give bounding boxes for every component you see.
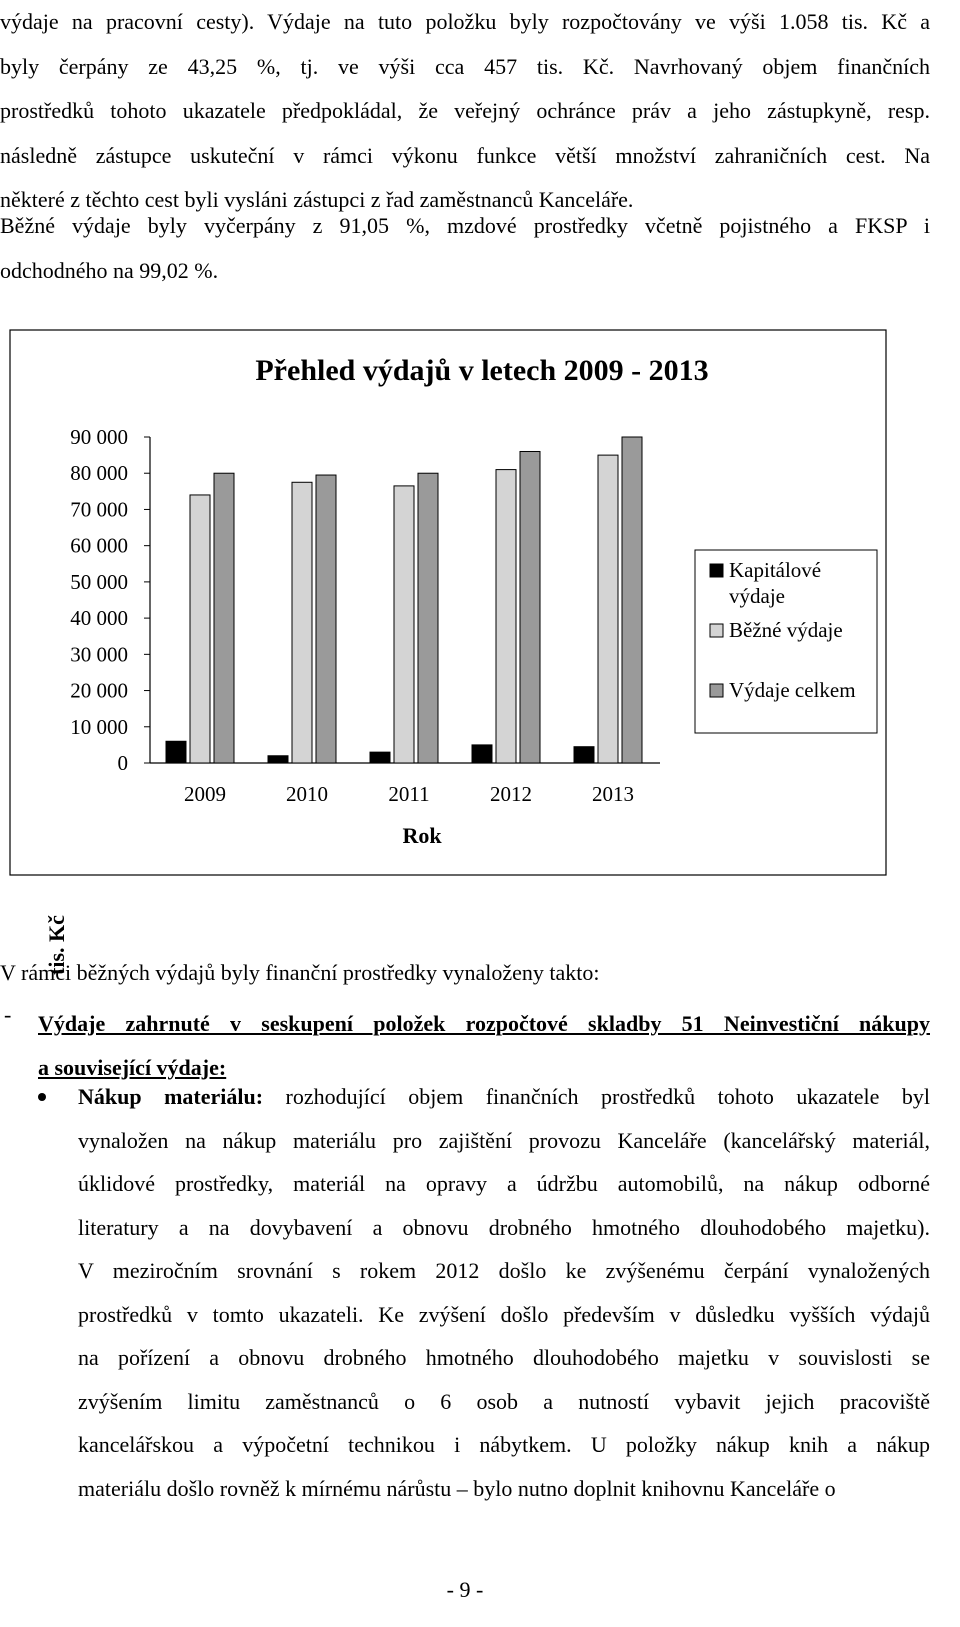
bar bbox=[598, 455, 618, 763]
bar bbox=[622, 437, 642, 763]
text-line: prostředků tohoto ukazatele předpokládal, že veřejný ochránce práv a jeho zástupkyně, resp. bbox=[0, 98, 930, 123]
legend-label: výdaje bbox=[729, 584, 785, 608]
x-tick-label: 2011 bbox=[388, 782, 430, 806]
y-tick-label: 80 000 bbox=[70, 461, 128, 486]
bar bbox=[166, 741, 186, 763]
x-tick-label: 2009 bbox=[184, 782, 226, 806]
text-line: úklidové prostředky, materiál na opravy a údržbu automobilů, na nákup odborné bbox=[78, 1171, 930, 1196]
text-line: materiálu došlo rovněž k mírnému nárůstu – bylo nutno doplnit knihovnu Kanceláře o bbox=[78, 1475, 836, 1501]
text-line: odchodného na 99,02 %. bbox=[0, 257, 219, 283]
legend-swatch bbox=[710, 624, 723, 637]
legend-label: Běžné výdaje bbox=[729, 618, 843, 642]
y-axis-label: tis. Kč bbox=[44, 915, 69, 975]
bullet-body bbox=[78, 1075, 930, 1510]
y-tick-label: 20 000 bbox=[70, 678, 128, 703]
bar bbox=[496, 470, 516, 763]
legend-label: Kapitálové bbox=[729, 558, 822, 582]
bar bbox=[268, 756, 288, 763]
bullet-lead: Nákup materiálu: bbox=[78, 1084, 264, 1109]
y-tick-label: 70 000 bbox=[70, 497, 128, 522]
y-tick-label: 30 000 bbox=[70, 642, 128, 667]
text-line: na pořízení a obnovu drobného hmotného dlouhodobého majetku v souvislosti se bbox=[78, 1345, 930, 1370]
text-line: zvýšením limitu zaměstnanců o 6 osob a nutností vybavit jejich pracoviště bbox=[78, 1388, 930, 1414]
legend-label: Výdaje celkem bbox=[729, 678, 856, 702]
heading-line: Výdaje zahrnuté v seskupení položek rozpočtové skladby 51 Neinvestiční nákupy bbox=[38, 1011, 930, 1036]
text-line: výdaje na pracovní cesty). Výdaje na tuto položku byly rozpočtovány ve výši 1.058 tis. Kč a bbox=[0, 9, 930, 34]
bar bbox=[292, 482, 312, 763]
page-number: - 9 - bbox=[446, 1577, 484, 1602]
text-line: byly čerpány ze 43,25 %, tj. ve výši cca 457 tis. Kč. Navrhovaný objem finančních bbox=[0, 53, 930, 79]
bullet-icon bbox=[38, 1093, 46, 1101]
x-tick-label: 2013 bbox=[592, 782, 634, 806]
bar bbox=[316, 475, 336, 763]
x-axis-label: Rok bbox=[402, 823, 442, 848]
y-tick-label: 0 bbox=[117, 751, 128, 775]
text-line: V meziročním srovnání s rokem 2012 došlo ke zvýšenému čerpání vynaložených bbox=[78, 1258, 930, 1283]
text-line: prostředků v tomto ukazateli. Ke zvýšení došlo především v důsledku vyšších výdajů bbox=[78, 1301, 930, 1327]
bar bbox=[574, 747, 594, 763]
y-tick-label: 50 000 bbox=[70, 569, 128, 594]
text-line: literatury a na dovybavení a obnovu drobného hmotného dlouhodobého majetku). bbox=[78, 1214, 930, 1240]
text-line: některé z těchto cest byli vysláni zástupci z řad zaměstnanců Kanceláře. bbox=[0, 187, 634, 212]
chart-title: Přehled výdajů v letech 2009 - 2013 bbox=[255, 354, 709, 387]
bar bbox=[370, 752, 390, 763]
dash-mark: - bbox=[4, 1002, 12, 1027]
text-line: kancelářskou a výpočetní technikou i nábytkem. U položky nákup knih a nákup bbox=[78, 1432, 930, 1457]
bar bbox=[418, 473, 438, 763]
bar bbox=[472, 745, 492, 763]
current-expenses-paragraph bbox=[0, 204, 930, 293]
current-expenses-intro: V rámci běžných výdajů byly finanční prostředky vynaloženy takto: bbox=[0, 960, 600, 985]
bar bbox=[394, 486, 414, 763]
bar bbox=[214, 473, 234, 763]
intro-paragraph bbox=[0, 0, 930, 223]
x-tick-label: 2012 bbox=[490, 782, 532, 806]
text-line: vynaložen na nákup materiálu pro zajištění provozu Kanceláře (kancelářský materiál, bbox=[78, 1127, 930, 1153]
bar bbox=[520, 451, 540, 763]
y-tick-label: 40 000 bbox=[70, 606, 128, 631]
legend-swatch bbox=[710, 564, 723, 577]
heading-line: a související výdaje: bbox=[38, 1055, 227, 1080]
text-line: následně zástupce uskuteční v rámci výkonu funkce větší množství zahraničních cest. Na bbox=[0, 142, 930, 168]
legend-swatch bbox=[710, 684, 723, 697]
y-tick-label: 90 000 bbox=[70, 425, 128, 449]
y-tick-label: 10 000 bbox=[70, 714, 128, 739]
bar bbox=[190, 495, 210, 763]
text-line: Běžné výdaje byly vyčerpány z 91,05 %, mzdové prostředky včetně pojistného a FKSP i bbox=[0, 213, 930, 238]
text-line bbox=[78, 1075, 930, 1119]
text-fragment: rozhodující objem finančních prostředků tohoto ukazatele byl bbox=[263, 1084, 930, 1109]
chart-legend bbox=[695, 550, 877, 733]
x-tick-label: 2010 bbox=[286, 782, 328, 806]
y-tick-label: 60 000 bbox=[70, 533, 128, 558]
